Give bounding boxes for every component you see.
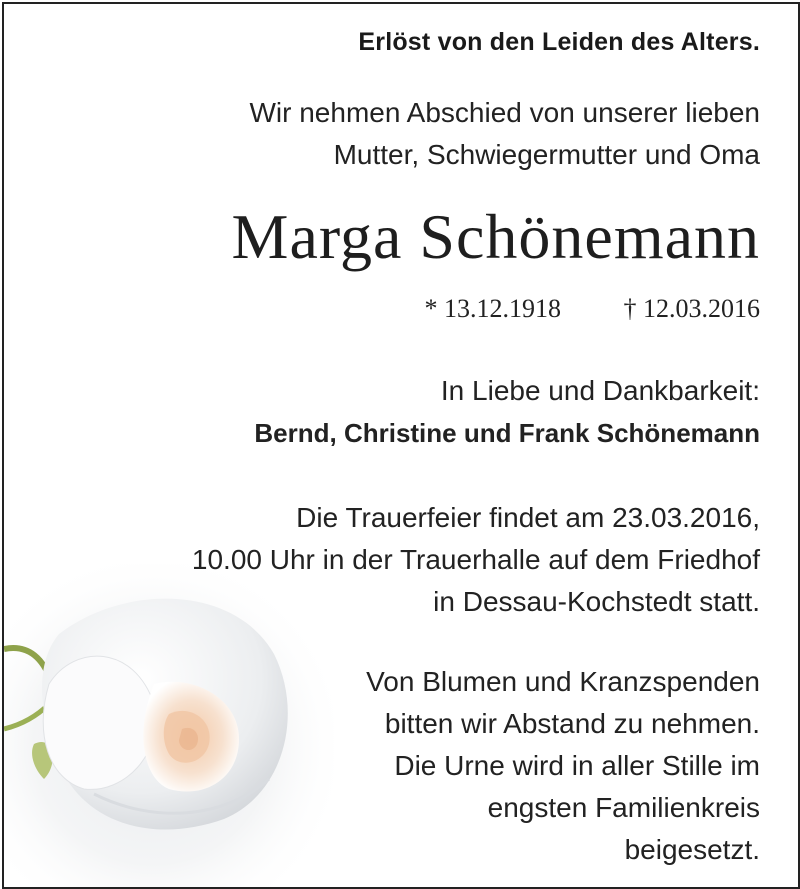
intro-line-2: Mutter, Schwiegermutter und Oma [333, 139, 760, 170]
thanks-line: In Liebe und Dankbarkeit: [440, 375, 760, 406]
flowers-line-1: Von Blumen und Kranzspenden [366, 666, 760, 697]
funeral-service-info [192, 497, 760, 623]
birth-date: * 13.12.1918 [424, 294, 561, 323]
flowers-line-4: engsten Familienkreis [487, 792, 760, 823]
service-line-3: in Dessau-Kochstedt statt. [433, 586, 760, 617]
obituary-card [2, 2, 800, 889]
service-line-1: Die Trauerfeier findet am 23.03.2016, [296, 502, 760, 533]
death-date: † 12.03.2016 [623, 294, 760, 323]
thanks-section [254, 370, 760, 454]
flowers-line-2: bitten wir Abstand zu nehmen. [384, 708, 760, 739]
intro-line-1: Wir nehmen Abschied von unserer lieben [249, 97, 760, 128]
life-dates [425, 294, 761, 324]
intro-text [249, 92, 760, 176]
family-names: Bernd, Christine und Frank Schönemann [254, 418, 760, 448]
deceased-name: Marga Schönemann [231, 201, 760, 272]
flowers-line-3: Die Urne wird in aller Stille im [394, 750, 760, 781]
service-line-2: 10.00 Uhr in der Trauerhalle auf dem Friedhof [191, 544, 760, 575]
flowers-notice [366, 661, 760, 871]
flowers-line-5: beigesetzt. [624, 834, 760, 865]
header-quote: Erlöst von den Leiden des Alters. [358, 28, 760, 56]
